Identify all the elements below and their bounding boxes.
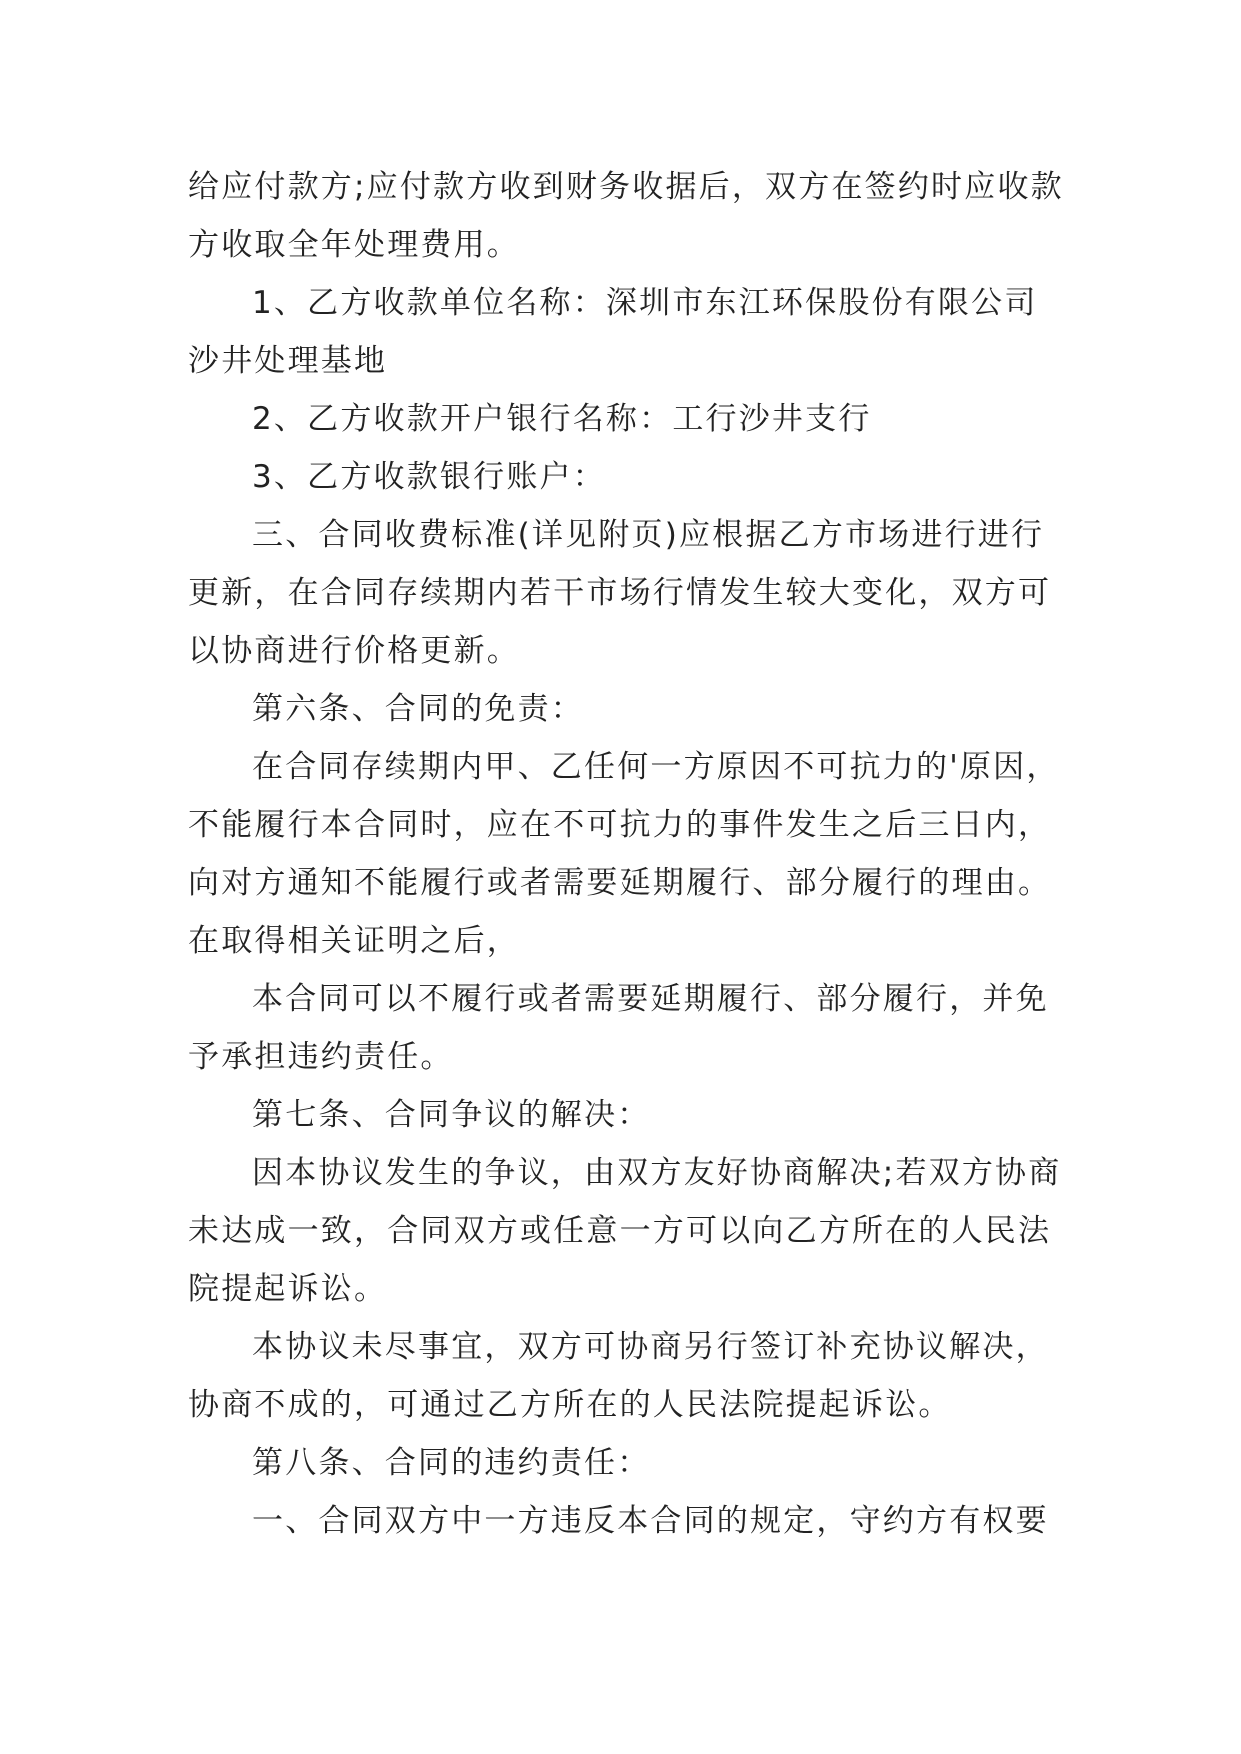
paragraph-4: 3、乙方收款银行账户： [252, 459, 606, 495]
document-body [188, 158, 1068, 1550]
paragraph-9: 第七条、合同争议的解决： [252, 1097, 651, 1133]
paragraph-10: 因本协议发生的争议，由双方友好协商解决;若双方协商未达成一致，合同双方或任意一方可以向乙方所在的人民法院提起诉讼。 [188, 1155, 1062, 1307]
paragraph-1: 给应付款方;应付款方收到财务收据后，双方在签约时应收款方收取全年处理费用。 [188, 169, 1064, 263]
paragraph-3: 2、乙方收款开户银行名称：工行沙井支行 [252, 401, 872, 437]
paragraph-8: 本合同可以不履行或者需要延期履行、部分履行，并免予承担违约责任。 [188, 981, 1049, 1075]
paragraph-11: 本协议未尽事宜，双方可协商另行签订补充协议解决，协商不成的，可通过乙方所在的人民法院提起诉讼。 [188, 1329, 1049, 1423]
paragraph-5: 三、合同收费标准(详见附页)应根据乙方市场进行进行更新，在合同存续期内若干市场行情发生较大变化，双方可以协商进行价格更新。 [188, 517, 1052, 669]
paragraph-7: 在合同存续期内甲、乙任何一方原因不可抗力的'原因，不能履行本合同时，应在不可抗力的事件发生之后三日内，向对方通知不能履行或者需要延期履行、部分履行的理由。在取得相关证明之后， [188, 749, 1060, 959]
paragraph-6: 第六条、合同的免责： [252, 691, 584, 727]
paragraph-13: 一、合同双方中一方违反本合同的规定，守约方有权要 [252, 1503, 1049, 1539]
paragraph-2: 1、乙方收款单位名称：深圳市东江环保股份有限公司沙井处理基地 [188, 285, 1038, 379]
paragraph-12: 第八条、合同的违约责任： [252, 1445, 651, 1481]
